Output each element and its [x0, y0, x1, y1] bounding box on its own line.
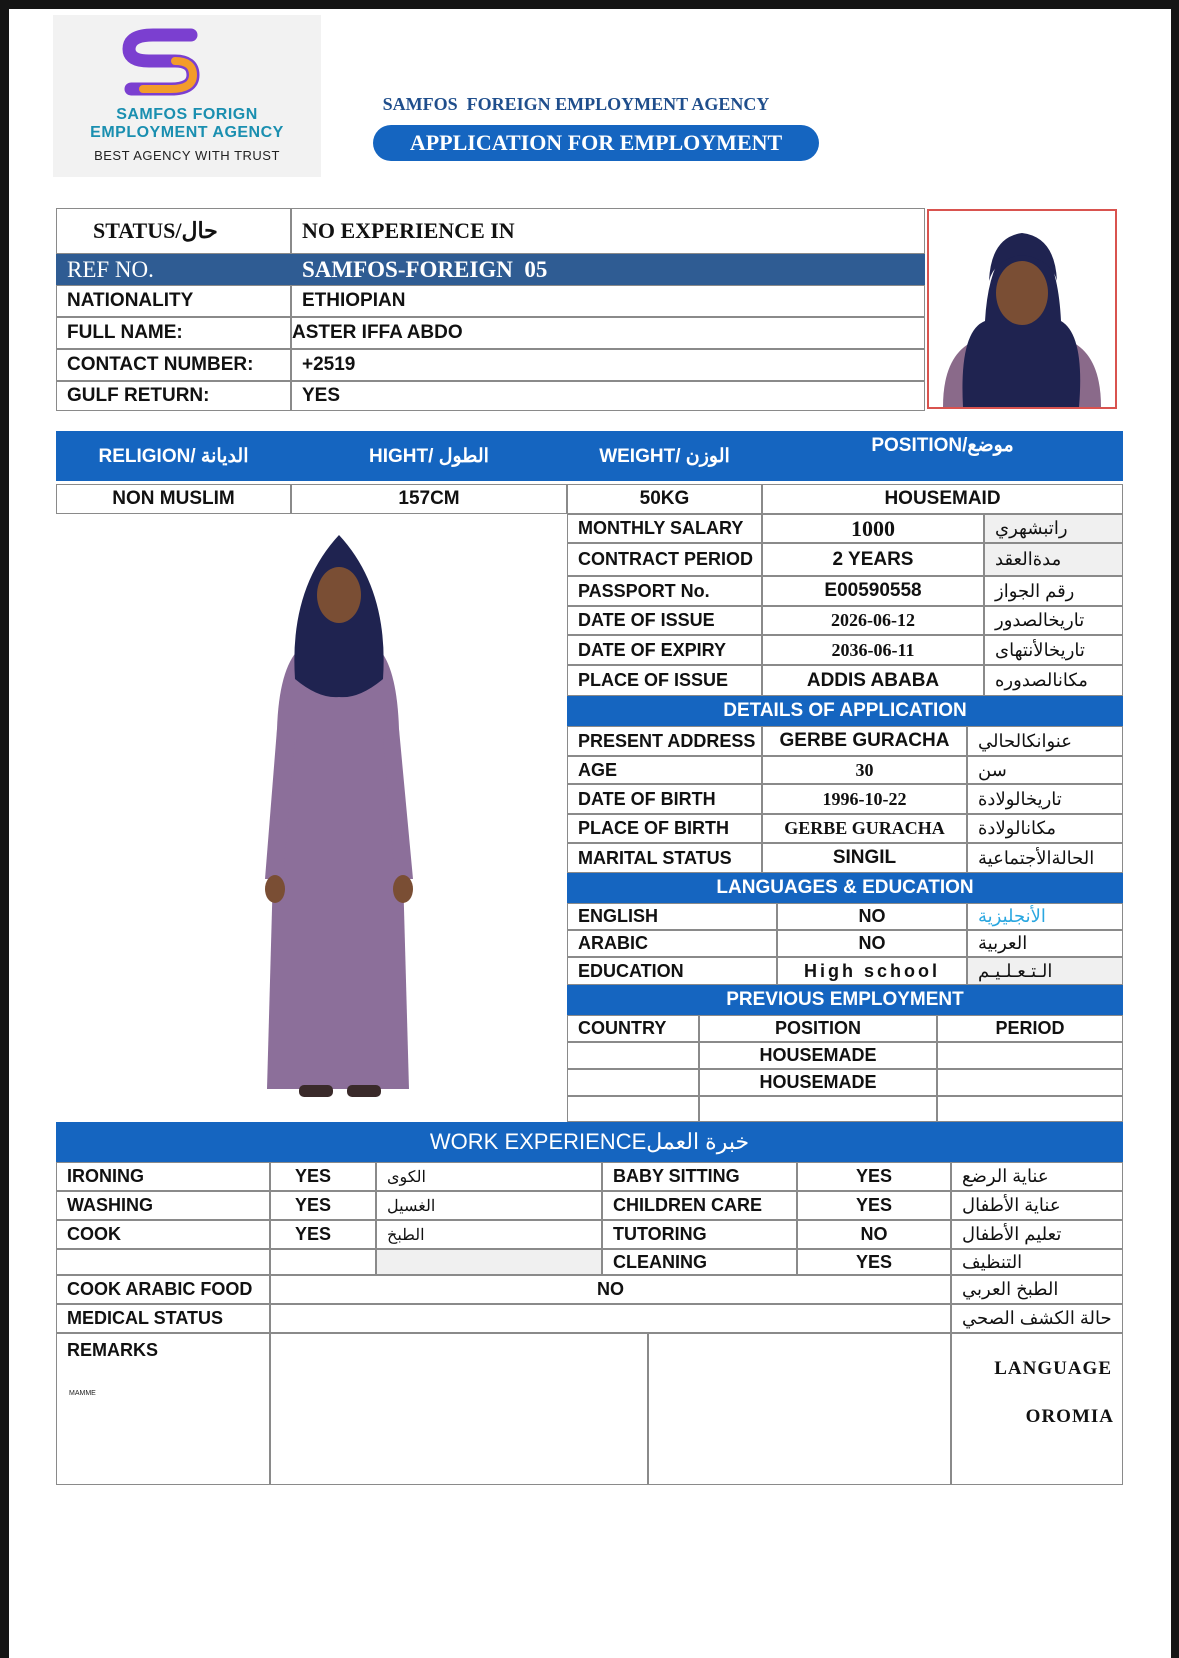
- tutoring-value: NO: [797, 1220, 951, 1249]
- remarks-small-note: MAMME: [69, 1390, 96, 1397]
- english-value: NO: [777, 903, 967, 930]
- prev-row-1-period: [937, 1042, 1123, 1069]
- washing-label: WASHING: [56, 1191, 270, 1220]
- birth-date-arabic: تاريخالولادة: [967, 784, 1123, 814]
- remarks-label: REMARKS: [67, 1340, 159, 1360]
- tutoring-arabic: تعليم الأطفال: [951, 1220, 1123, 1249]
- contract-period-value: 2 YEARS: [762, 543, 984, 576]
- cook-value: YES: [270, 1220, 376, 1249]
- birth-date-label: DATE OF BIRTH: [567, 784, 762, 814]
- washing-arabic: الغسيل: [376, 1191, 602, 1220]
- status-value: NO EXPERIENCE IN: [291, 208, 925, 254]
- english-label: ENGLISH: [567, 903, 777, 930]
- education-value: High school: [777, 957, 967, 985]
- issue-date-value: 2026-06-12: [762, 606, 984, 635]
- gulf-return-value: YES: [291, 381, 925, 411]
- col-period: PERIOD: [937, 1015, 1123, 1042]
- arabic-food-value: NO: [270, 1275, 951, 1304]
- birth-date-value: 1996-10-22: [762, 784, 967, 814]
- issue-date-label: DATE OF ISSUE: [567, 606, 762, 635]
- fullname-label: FULL NAME:: [56, 317, 291, 349]
- passport-label: PASSPORT No.: [567, 576, 762, 606]
- marital-status-arabic: الحالةالأجتماعية: [967, 843, 1123, 873]
- remarks-label-cell: [56, 1333, 270, 1485]
- prev-row-3-position: [699, 1096, 937, 1122]
- washing-value: YES: [270, 1191, 376, 1220]
- application-form: [9, 9, 1171, 1658]
- expiry-date-value: 2036-06-11: [762, 635, 984, 665]
- place-of-issue-label: PLACE OF ISSUE: [567, 665, 762, 696]
- contract-period-label: CONTRACT PERIOD: [567, 543, 762, 576]
- height-header: HIGHT/ الطول: [291, 431, 567, 481]
- left-blank-value: [270, 1249, 376, 1275]
- baby-sitting-label: BABY SITTING: [602, 1162, 797, 1191]
- left-blank-arabic: [376, 1249, 602, 1275]
- arabic-food-label: COOK ARABIC FOOD: [56, 1275, 270, 1304]
- salary-arabic: راتبشهري: [984, 514, 1123, 543]
- arabic-label: ARABIC: [567, 930, 777, 957]
- prev-row-1-country: [567, 1042, 699, 1069]
- agency-logo: [53, 15, 321, 177]
- applicant-full-body-icon: [239, 529, 439, 1104]
- present-address-value: GERBE GURACHA: [762, 726, 967, 756]
- marital-status-value: SINGIL: [762, 843, 967, 873]
- language-value: OROMIA: [1025, 1406, 1114, 1427]
- applicant-headshot-icon: [929, 211, 1115, 407]
- religion-header: RELIGION/ الديانة: [56, 431, 291, 481]
- passport-arabic: رقم الجواز: [984, 576, 1123, 606]
- children-care-arabic: عناية الأطفال: [951, 1191, 1123, 1220]
- expiry-date-label: DATE OF EXPIRY: [567, 635, 762, 665]
- tutoring-label: TUTORING: [602, 1220, 797, 1249]
- ref-value: SAMFOS-FOREIGN 05: [291, 254, 925, 285]
- prev-row-1-position: HOUSEMADE: [699, 1042, 937, 1069]
- work-experience-header: WORK EXPERIENCEخبرة العمل: [56, 1122, 1123, 1162]
- col-country: COUNTRY: [567, 1015, 699, 1042]
- birth-place-value: GERBE GURACHA: [762, 814, 967, 843]
- status-label: STATUS/حال: [56, 208, 291, 254]
- salary-label: MONTHLY SALARY: [567, 514, 762, 543]
- form-title-pill: APPLICATION FOR EMPLOYMENT: [373, 125, 819, 161]
- arabic-value: NO: [777, 930, 967, 957]
- previous-employment-header: PREVIOUS EMPLOYMENT: [567, 985, 1123, 1015]
- weight-value: 50KG: [567, 484, 762, 514]
- english-arabic: الأنجليزية: [967, 903, 1123, 930]
- left-blank-label: [56, 1249, 270, 1275]
- weight-header: WEIGHT/ الوزن: [567, 431, 762, 481]
- contact-value: +2519: [291, 349, 925, 381]
- logo-line-1: SAMFOS FORIGN: [116, 106, 258, 123]
- logo-tagline: BEST AGENCY WITH TRUST: [94, 148, 280, 163]
- cleaning-arabic: التنظيف: [951, 1249, 1123, 1275]
- salary-value: 1000: [762, 514, 984, 543]
- prev-row-2-period: [937, 1069, 1123, 1096]
- cook-arabic: الطبخ: [376, 1220, 602, 1249]
- age-value: 30: [762, 756, 967, 784]
- education-label: EDUCATION: [567, 957, 777, 985]
- prev-row-2-position: HOUSEMADE: [699, 1069, 937, 1096]
- remarks-language-cell: [951, 1333, 1123, 1485]
- issue-date-arabic: تاريخالصدور: [984, 606, 1123, 635]
- children-care-value: YES: [797, 1191, 951, 1220]
- marital-status-label: MARITAL STATUS: [567, 843, 762, 873]
- agency-name: SAMFOS FOREIGN EMPLOYMENT AGENCY: [382, 94, 770, 114]
- education-arabic: الـتـعـلـيـم: [967, 957, 1123, 985]
- ironing-label: IRONING: [56, 1162, 270, 1191]
- age-label: AGE: [567, 756, 762, 784]
- ironing-value: YES: [270, 1162, 376, 1191]
- application-section-header: DETAILS OF APPLICATION: [567, 696, 1123, 726]
- birth-place-label: PLACE OF BIRTH: [567, 814, 762, 843]
- samfos-s-logo-icon: [113, 21, 213, 101]
- ironing-arabic: الكوى: [376, 1162, 602, 1191]
- passport-photo: [927, 209, 1117, 409]
- contact-label: CONTACT NUMBER:: [56, 349, 291, 381]
- present-address-label: PRESENT ADDRESS: [567, 726, 762, 756]
- full-body-photo: [239, 529, 439, 1104]
- logo-line-2: EMPLOYMENT AGENCY: [90, 124, 284, 141]
- children-care-label: CHILDREN CARE: [602, 1191, 797, 1220]
- height-value: 157CM: [291, 484, 567, 514]
- arabic-arabic: العربية: [967, 930, 1123, 957]
- place-of-issue-arabic: مكانالصدوره: [984, 665, 1123, 696]
- position-header: POSITION/موضع: [762, 431, 1123, 459]
- birth-place-arabic: مكانالولادة: [967, 814, 1123, 843]
- cleaning-label: CLEANING: [602, 1249, 797, 1275]
- gulf-return-label: GULF RETURN:: [56, 381, 291, 411]
- language-label: LANGUAGE: [994, 1358, 1112, 1379]
- prev-row-2-country: [567, 1069, 699, 1096]
- age-arabic: سن: [967, 756, 1123, 784]
- passport-value: E00590558: [762, 576, 984, 606]
- baby-sitting-value: YES: [797, 1162, 951, 1191]
- col-position: POSITION: [699, 1015, 937, 1042]
- place-of-issue-value: ADDIS ABABA: [762, 665, 984, 696]
- medical-status-value: [270, 1304, 951, 1333]
- fullname-value: ASTER IFFA ABDO: [291, 317, 925, 349]
- position-value: HOUSEMAID: [762, 484, 1123, 514]
- ref-label: REF NO.: [56, 254, 291, 285]
- religion-value: NON MUSLIM: [56, 484, 291, 514]
- remarks-field-2: [648, 1333, 951, 1485]
- nationality-label: NATIONALITY: [56, 285, 291, 317]
- arabic-food-arabic: الطبخ العربي: [951, 1275, 1123, 1304]
- baby-sitting-arabic: عناية الرضع: [951, 1162, 1123, 1191]
- cleaning-value: YES: [797, 1249, 951, 1275]
- present-address-arabic: عنوانكالحالي: [967, 726, 1123, 756]
- position-header-spacer: [762, 459, 1123, 481]
- prev-row-3-period: [937, 1096, 1123, 1122]
- medical-status-label: MEDICAL STATUS: [56, 1304, 270, 1333]
- prev-row-3-country: [567, 1096, 699, 1122]
- languages-section-header: LANGUAGES & EDUCATION: [567, 873, 1123, 903]
- remarks-field-1: [270, 1333, 648, 1485]
- expiry-date-arabic: تاريخالأنتهاى: [984, 635, 1123, 665]
- nationality-value: ETHIOPIAN: [291, 285, 925, 317]
- contract-period-arabic: مدةالعقد: [984, 543, 1123, 576]
- medical-status-arabic: حالة الكشف الصحي: [951, 1304, 1123, 1333]
- cook-label: COOK: [56, 1220, 270, 1249]
